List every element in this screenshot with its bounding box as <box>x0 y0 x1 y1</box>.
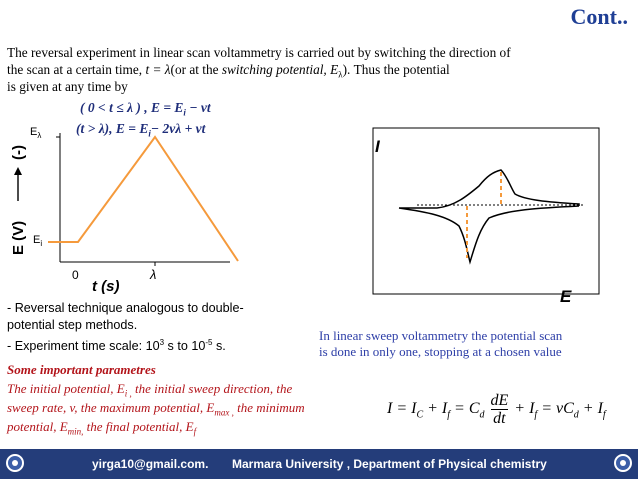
eq-sub: f <box>602 409 606 421</box>
e-lambda-label: $E_\lambda$ <box>30 126 42 140</box>
current-axis-label: I <box>375 137 380 156</box>
intro-text: (or at the <box>170 62 222 77</box>
eq-text: − 2vλ + vt <box>150 121 206 136</box>
y-axis-label: E (V) <box>10 220 27 255</box>
params-sub: min, <box>67 426 84 437</box>
university-logo-right <box>614 454 632 472</box>
potential-axis-label: E <box>560 287 572 306</box>
university-logo-left <box>6 454 24 472</box>
e-i-label: $E_i$ <box>33 234 43 248</box>
plot-frame <box>373 128 599 294</box>
triangular-waveform <box>48 137 238 261</box>
note-line-1: In linear sweep voltammetry the potential scan <box>319 328 563 343</box>
params-text: potential, E <box>7 419 68 434</box>
params-heading: Some important parametres <box>7 362 156 377</box>
lambda-label: λ <box>150 267 157 282</box>
eq-sub: i <box>148 128 151 139</box>
eq-part: + I <box>423 400 448 418</box>
footer-org: Marmara University , Department of Physical chemistry <box>232 457 547 471</box>
origin-label: 0 <box>72 268 79 282</box>
eq-sub: C <box>416 409 424 421</box>
fraction <box>491 392 509 427</box>
eq-text: ( 0 < t ≤ λ ) , E = E <box>80 100 184 115</box>
voltammogram-graph <box>367 126 607 308</box>
eq-sub: i <box>183 107 186 118</box>
intro-text: ). Thus the potential <box>342 62 450 77</box>
bullet-sup: -5 <box>205 338 213 347</box>
y-direction-label: (-) <box>10 145 27 160</box>
eq-sub: f <box>447 409 451 421</box>
current-equation <box>387 392 606 427</box>
eq-text: (t > λ), E = E <box>76 121 149 136</box>
params-line-3 <box>7 418 196 441</box>
params-sub: max , <box>214 407 234 418</box>
x-axis-label: t (s) <box>92 278 120 295</box>
fraction-numerator: dE <box>490 392 509 409</box>
bullet-2 <box>7 334 226 355</box>
intro-sub: λ <box>338 69 343 80</box>
params-text: the initial sweep direction, the <box>131 381 293 396</box>
intro-text: the scan at a certain time, <box>7 62 146 77</box>
params-text: The initial potential, E <box>7 381 125 396</box>
params-text: sweep rate, v, the maximum potential, E <box>7 400 215 415</box>
eq-part: = vC <box>537 400 574 418</box>
intro-eq: t = λ <box>145 62 171 77</box>
slide-title: Cont.. <box>570 4 628 29</box>
footer-email: yirga10@gmail.com. <box>92 457 209 471</box>
eq-part: I = I <box>387 400 417 418</box>
params-text: the final potential, E <box>83 419 194 434</box>
intro-line-3: is given at any time by <box>7 79 128 94</box>
eq-sub: f <box>534 409 538 421</box>
intro-italic: switching potential, E <box>221 62 339 77</box>
eq-part: + I <box>578 400 603 418</box>
note-line-2: is done in only one, stopping at a chosen value <box>319 344 562 359</box>
bullet-text: - Experiment time scale: 10 <box>7 339 160 354</box>
eq-text: − vt <box>185 100 211 115</box>
footer-bar <box>0 449 638 479</box>
params-text: the minimum <box>233 400 305 415</box>
potential-time-graph <box>0 115 250 305</box>
bullet-1-line-2: potential step methods. <box>7 318 138 332</box>
eq-part: + I <box>510 400 535 418</box>
cv-curve <box>399 170 579 262</box>
eq-part: = C <box>450 400 480 418</box>
bullet-text: s to 10 <box>164 339 206 354</box>
eq-sub: d <box>573 409 579 421</box>
bullet-1-line-1: - Reversal technique analogous to double- <box>7 301 244 315</box>
eq-sub: d <box>479 409 485 421</box>
params-sub: f <box>193 426 197 437</box>
bullet-sup: 3 <box>159 338 165 347</box>
y-arrow-head <box>14 167 22 175</box>
intro-line-1: The reversal experiment in linear scan voltammetry is carried out by switching the direction of <box>7 45 511 60</box>
params-sub: i , <box>124 388 132 399</box>
bullet-text: s. <box>212 339 226 354</box>
fraction-denominator: dt <box>493 410 506 427</box>
